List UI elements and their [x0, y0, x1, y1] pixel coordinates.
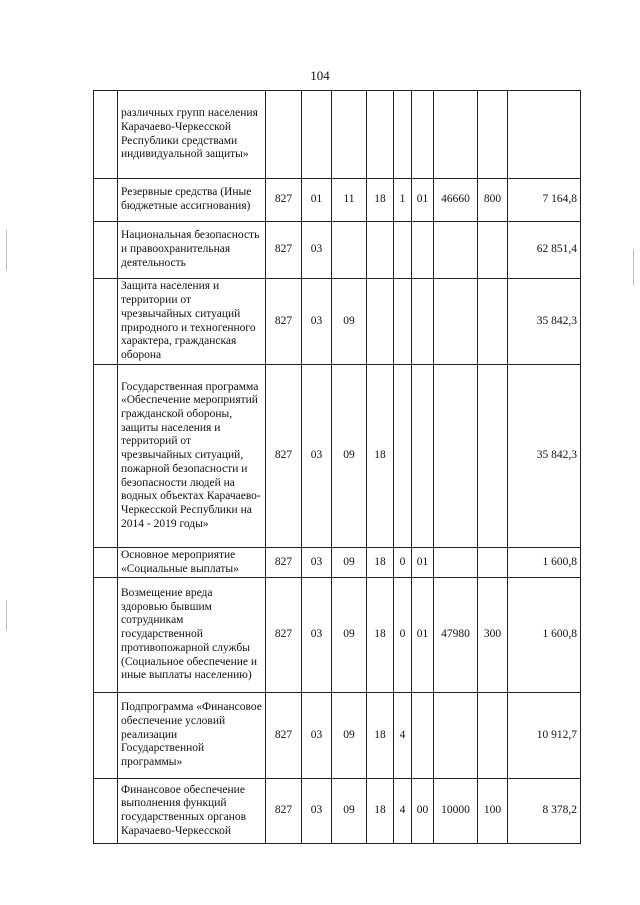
- table-row: [94, 179, 581, 222]
- row-margin-cell: [94, 578, 118, 693]
- code-subsection: 09: [332, 279, 367, 365]
- code-subsection: 09: [332, 548, 367, 578]
- code-ministry: 827: [266, 279, 302, 365]
- code-subsection: 11: [332, 179, 367, 222]
- code-subsection: 09: [332, 693, 367, 779]
- amount: 62 851,4: [508, 222, 581, 279]
- code-program: [367, 91, 394, 179]
- code-program: 18: [367, 578, 394, 693]
- code-subprogram: 0: [394, 578, 412, 693]
- table-row: [94, 365, 581, 548]
- row-margin-cell: [94, 548, 118, 578]
- code-expense-type: 300: [478, 578, 508, 693]
- code-event: [412, 279, 434, 365]
- code-subsection: 09: [332, 779, 367, 844]
- code-direction: [434, 693, 478, 779]
- code-expense-type: 800: [478, 179, 508, 222]
- scan-edge-mark: [6, 230, 7, 270]
- code-section: 03: [302, 365, 332, 548]
- code-subprogram: [394, 279, 412, 365]
- code-subprogram: 0: [394, 548, 412, 578]
- code-ministry: [266, 91, 302, 179]
- row-name: Национальная безопасность и правоохранительная деятельность: [118, 222, 266, 279]
- code-program: 18: [367, 365, 394, 548]
- code-expense-type: [478, 222, 508, 279]
- code-section: 03: [302, 578, 332, 693]
- code-ministry: 827: [266, 179, 302, 222]
- code-ministry: 827: [266, 693, 302, 779]
- code-program: 18: [367, 693, 394, 779]
- row-margin-cell: [94, 693, 118, 779]
- code-program: 18: [367, 179, 394, 222]
- table-row: [94, 548, 581, 578]
- code-section: 03: [302, 279, 332, 365]
- code-section: [302, 91, 332, 179]
- scan-edge-mark: [6, 600, 7, 630]
- row-margin-cell: [94, 179, 118, 222]
- code-program: 18: [367, 779, 394, 844]
- code-section: 03: [302, 693, 332, 779]
- code-ministry: 827: [266, 365, 302, 548]
- code-expense-type: 100: [478, 779, 508, 844]
- row-name: Основное мероприятие «Социальные выплаты»: [118, 548, 266, 578]
- page-number: 104: [310, 68, 330, 83]
- code-section: 03: [302, 548, 332, 578]
- scan-edge-mark: [633, 250, 634, 285]
- table-row: [94, 279, 581, 365]
- code-section: 03: [302, 222, 332, 279]
- table-row: [94, 693, 581, 779]
- row-name: Возмещение вреда здоровью бывшим сотрудникам государственной противопожарной службы (Социальное обеспечение и иные выплаты населению): [118, 578, 266, 693]
- code-event: [412, 693, 434, 779]
- row-name: Подпрограмма «Финансовое обеспечение условий реализации Государственной программы»: [118, 693, 266, 779]
- code-subprogram: 4: [394, 693, 412, 779]
- code-subsection: 09: [332, 578, 367, 693]
- code-event: 00: [412, 779, 434, 844]
- code-event: 01: [412, 578, 434, 693]
- table-row: [94, 91, 581, 179]
- code-ministry: 827: [266, 779, 302, 844]
- code-expense-type: [478, 279, 508, 365]
- amount: 35 842,3: [508, 365, 581, 548]
- row-margin-cell: [94, 779, 118, 844]
- code-program: [367, 279, 394, 365]
- code-subsection: [332, 91, 367, 179]
- code-program: [367, 222, 394, 279]
- code-subprogram: [394, 91, 412, 179]
- amount: 10 912,7: [508, 693, 581, 779]
- code-ministry: 827: [266, 222, 302, 279]
- code-direction: 46660: [434, 179, 478, 222]
- row-name: Государственная программа «Обеспечение мероприятий гражданской обороны, защиты населения и территорий от чрезвычайных ситуаций, пожарной безопасности и безопасности людей на водных объектах Карачаево-Черкесской Республики на 2014 - 2019 годы»: [118, 365, 266, 548]
- code-subsection: [332, 222, 367, 279]
- code-direction: [434, 365, 478, 548]
- code-program: 18: [367, 548, 394, 578]
- code-event: [412, 365, 434, 548]
- budget-table: [93, 90, 581, 844]
- code-subprogram: [394, 365, 412, 548]
- row-name: Резервные средства (Иные бюджетные ассигнования): [118, 179, 266, 222]
- code-subprogram: 4: [394, 779, 412, 844]
- code-section: 01: [302, 179, 332, 222]
- table-row: [94, 779, 581, 844]
- row-name: Финансовое обеспечение выполнения функций государственных органов Карачаево-Черкесской: [118, 779, 266, 844]
- table-row: [94, 578, 581, 693]
- code-direction: [434, 91, 478, 179]
- table-row: [94, 222, 581, 279]
- code-ministry: 827: [266, 578, 302, 693]
- amount: 1 600,8: [508, 548, 581, 578]
- code-section: 03: [302, 779, 332, 844]
- code-event: 01: [412, 179, 434, 222]
- row-margin-cell: [94, 222, 118, 279]
- code-direction: [434, 548, 478, 578]
- code-subsection: 09: [332, 365, 367, 548]
- amount: 7 164,8: [508, 179, 581, 222]
- amount: 8 378,2: [508, 779, 581, 844]
- code-expense-type: [478, 91, 508, 179]
- code-expense-type: [478, 365, 508, 548]
- code-direction: [434, 222, 478, 279]
- code-expense-type: [478, 548, 508, 578]
- code-direction: 47980: [434, 578, 478, 693]
- amount: 35 842,3: [508, 279, 581, 365]
- row-margin-cell: [94, 91, 118, 179]
- amount: [508, 91, 581, 179]
- code-event: [412, 222, 434, 279]
- code-ministry: 827: [266, 548, 302, 578]
- code-subprogram: [394, 222, 412, 279]
- code-event: 01: [412, 548, 434, 578]
- code-expense-type: [478, 693, 508, 779]
- row-margin-cell: [94, 279, 118, 365]
- row-name: Защита населения и территории от чрезвычайных ситуаций природного и техногенного характера, гражданская оборона: [118, 279, 266, 365]
- row-name: различных групп населения Карачаево-Черкесской Республики средствами индивидуальной защиты»: [118, 91, 266, 179]
- row-margin-cell: [94, 365, 118, 548]
- code-direction: 10000: [434, 779, 478, 844]
- code-direction: [434, 279, 478, 365]
- code-event: [412, 91, 434, 179]
- code-subprogram: 1: [394, 179, 412, 222]
- amount: 1 600,8: [508, 578, 581, 693]
